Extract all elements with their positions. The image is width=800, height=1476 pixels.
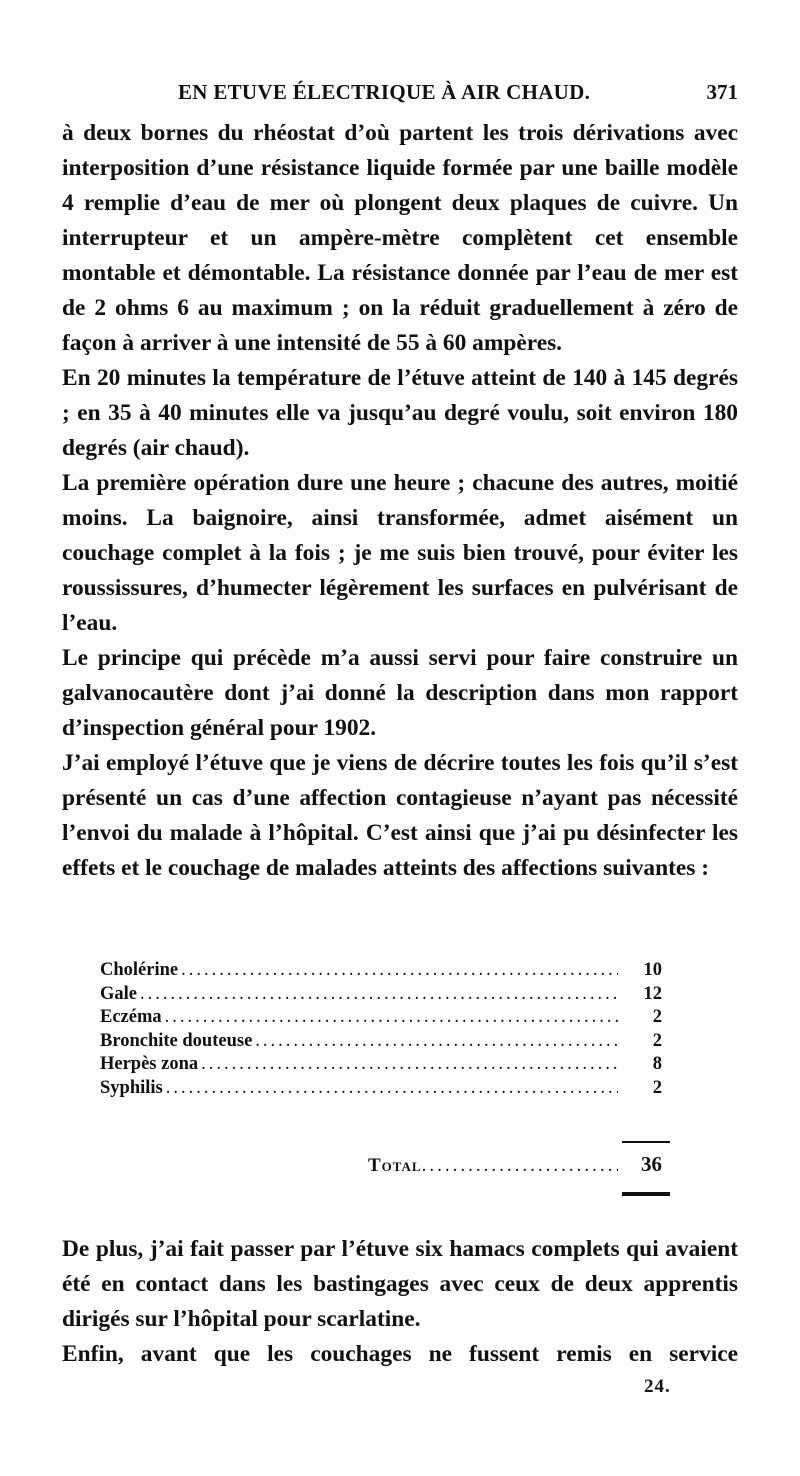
leader-dots	[166, 1078, 618, 1099]
signature-mark: 24.	[644, 1376, 671, 1397]
leader-dots	[255, 1031, 618, 1052]
paragraph-3: La première opération dure une heure ; chacune des autres, moitié moins. La baignoire, ainsi transformée, admet aisément un couchage complet à la fois ; je me suis bien trouvé, pour éviter les roussissures, d’humecter légèrement les surfaces en pulvérisant de l’eau.	[62, 470, 738, 636]
body-text	[62, 116, 738, 886]
paragraph-1: à deux bornes du rhéostat d’où partent les trois dérivations avec interposition d’une résistance liquide formée par une baille modèle 4 remplie d’eau de mer où plongent deux plaques de cuivre. Un interrupteur et un ampère-mètre complètent cet ensemble montable et démontable. La résistance donnée par l’eau de mer est de 2 ohms 6 au maximum ; on la réduit graduellement à zéro de façon à arriver à une intensité de 55 à 60 ampères.	[62, 120, 738, 356]
page-header	[62, 80, 738, 112]
row-value: 2	[652, 1030, 662, 1051]
leader-dots	[422, 1155, 618, 1177]
paragraph-7: Enfin, avant que les couchages ne fussent remis en service	[62, 1341, 738, 1367]
table-row	[100, 1054, 662, 1078]
row-value: 12	[643, 983, 662, 1004]
paragraph-2: En 20 minutes la température de l’étuve atteint de 140 à 145 degrés ; en 35 à 40 minutes elle va jusqu’au degré voulu, soit environ 180 degrés (air chaud).	[62, 365, 738, 461]
row-label: Bronchite douteuse	[100, 1030, 253, 1051]
table-row	[100, 1078, 662, 1102]
table-row	[100, 1031, 662, 1055]
total-label: Total	[368, 1155, 422, 1176]
row-label: Cholérine	[100, 960, 179, 980]
paragraph-5: J’ai employé l’étuve que je viens de décrire toutes les fois qu’il s’est présenté un cas d’une affection contagieuse n’ayant pas nécessité l’envoi du malade à l’hôpital. C’est ainsi que j’ai pu désinfecter les effets et le couchage de malades atteints des affections suivantes :	[62, 750, 738, 881]
page-number: 371	[706, 80, 738, 104]
row-value: 8	[652, 1054, 662, 1074]
row-value: 10	[643, 960, 662, 980]
row-label: Eczéma	[100, 1007, 162, 1027]
table-row	[100, 1007, 662, 1031]
total-rule-bottom	[622, 1192, 670, 1196]
total-rule-top	[622, 1141, 670, 1143]
leader-dots	[165, 1007, 618, 1028]
body-text-continued	[62, 1232, 738, 1372]
table-row	[100, 984, 662, 1008]
paragraph-6: De plus, j’ai fait passer par l’étuve six hamacs complets qui avaient été en contact dans les bastingages avec ceux de deux apprentis dirigés sur l’hôpital pour scarlatine.	[62, 1236, 738, 1332]
row-value: 2	[652, 1077, 662, 1098]
leader-dots	[140, 984, 618, 1005]
affections-table	[100, 960, 662, 1101]
paragraph-4: Le principe qui précède m’a aussi servi pour faire construire un galvanocautère dont j’ai donné la description dans mon rapport d’inspection général pour 1902.	[62, 645, 738, 741]
row-label: Gale	[100, 983, 137, 1004]
total-row	[368, 1152, 662, 1177]
total-value: 36	[641, 1152, 662, 1176]
row-label: Herpès zona	[100, 1054, 199, 1074]
row-label: Syphilis	[100, 1077, 163, 1098]
leader-dots	[181, 960, 618, 981]
leader-dots	[201, 1054, 618, 1075]
running-title: EN ETUVE ÉLECTRIQUE À AIR CHAUD.	[178, 80, 591, 104]
table-row	[100, 960, 662, 984]
row-value: 2	[652, 1007, 662, 1027]
